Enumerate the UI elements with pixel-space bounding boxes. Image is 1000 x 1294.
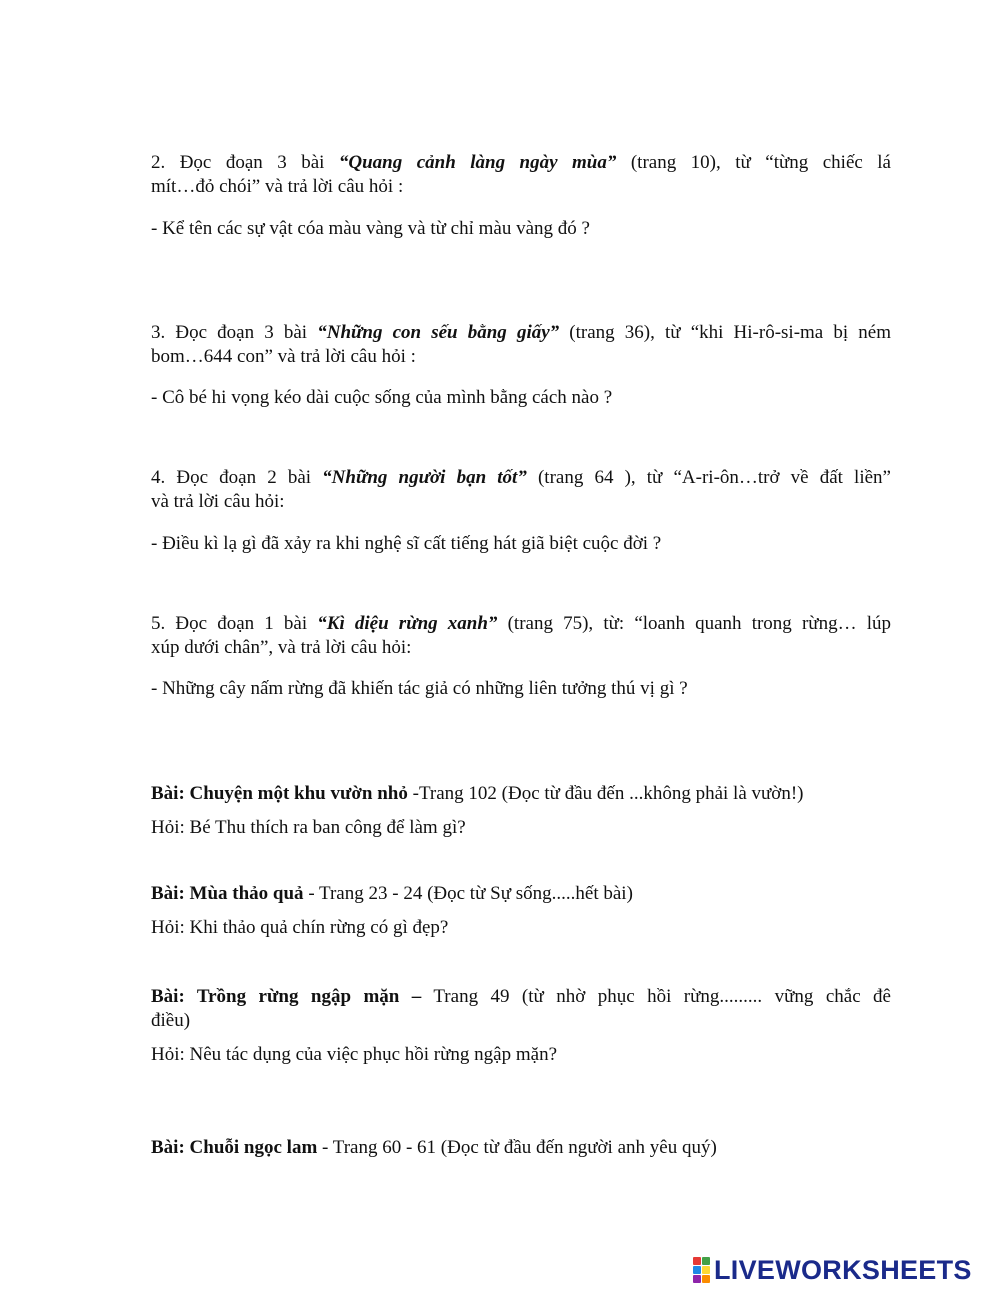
lesson-3-line-1: Bài: Trồng rừng ngập mặn – Trang 49 (từ nhờ phục hồi rừng......... vững chắc đê: [151, 986, 891, 1007]
lesson-2: Bài: Mùa thảo quả - Trang 23 - 24 (Đọc từ Sự sống.....hết bài): [151, 883, 633, 904]
question-4-line-1: 4. Đọc đoạn 2 bài “Những người bạn tốt” (trang 64 ), từ “A-ri-ôn…trở về đất liền”: [151, 467, 891, 488]
lesson-label: Bài: Chuỗi ngọc lam: [151, 1137, 318, 1158]
logo-square: [702, 1266, 710, 1274]
lesson-3-question: Hỏi: Nêu tác dụng của việc phục hồi rừng ngập mặn?: [151, 1044, 558, 1065]
question-3: [151, 321, 891, 369]
logo-text: LIVEWORKSHEETS: [714, 1254, 972, 1285]
question-3-prompt: - Cô bé hi vọng kéo dài cuộc sống của mình bằng cách nào ?: [151, 387, 613, 408]
lesson-label: Bài: Trồng rừng ngập mặn –: [151, 986, 422, 1007]
logo-mark-icon: [693, 1257, 710, 1283]
lesson-label: Bài: Mùa thảo quả: [151, 883, 304, 904]
logo-square: [693, 1266, 701, 1274]
lesson-1: Bài: Chuyện một khu vườn nhỏ -Trang 102 (Đọc từ đầu đến ...không phải là vườn!): [151, 783, 804, 804]
lesson-title: “Quang cảnh làng ngày mùa”: [338, 152, 617, 173]
question-2-line-1: 2. Đọc đoạn 3 bài “Quang cảnh làng ngày mùa” (trang 10), từ “từng chiếc lá: [151, 152, 891, 173]
question-3-line-1: 3. Đọc đoạn 3 bài “Những con sếu bằng giấy” (trang 36), từ “khi Hi-rô-si-ma bị ném: [151, 322, 891, 343]
question-5-line-2: xúp dưới chân”, và trả lời câu hỏi:: [151, 637, 412, 658]
lesson-4: Bài: Chuỗi ngọc lam - Trang 60 - 61 (Đọc từ đầu đến người anh yêu quý): [151, 1137, 717, 1158]
logo-square: [702, 1257, 710, 1265]
question-2-line-2: mít…đỏ chói” và trả lời câu hỏi :: [151, 176, 404, 197]
question-5-line-1: 5. Đọc đoạn 1 bài “Kì diệu rừng xanh” (trang 75), từ: “loanh quanh trong rừng… lúp: [151, 613, 891, 634]
question-4-line-2: và trả lời câu hỏi:: [151, 491, 285, 512]
lesson-1-question: Hỏi: Bé Thu thích ra ban công để làm gì?: [151, 817, 466, 838]
question-3-line-2: bom…644 con” và trả lời câu hỏi :: [151, 346, 416, 367]
lesson-title: “Những người bạn tốt”: [322, 467, 527, 488]
question-5-prompt: - Những cây nấm rừng đã khiến tác giả có những liên tưởng thú vị gì ?: [151, 678, 688, 699]
question-2-prompt: - Kể tên các sự vật cóa màu vàng và từ chỉ màu vàng đó ?: [151, 218, 590, 239]
lesson-2-question: Hỏi: Khi thảo quả chín rừng có gì đẹp?: [151, 917, 449, 938]
logo-square: [693, 1275, 701, 1283]
question-5: [151, 612, 891, 660]
lesson-title: “Kì diệu rừng xanh”: [317, 613, 498, 634]
lesson-3: [151, 985, 891, 1033]
lesson-3-line-2: điều): [151, 1010, 191, 1031]
question-4: [151, 466, 891, 514]
lesson-title: “Những con sếu bằng giấy”: [317, 322, 560, 343]
question-4-prompt: - Điều kì lạ gì đã xảy ra khi nghệ sĩ cất tiếng hát giã biệt cuộc đời ?: [151, 533, 662, 554]
logo-square: [693, 1257, 701, 1265]
lesson-label: Bài: Chuyện một khu vườn nhỏ: [151, 783, 408, 804]
liveworksheets-logo: [693, 1255, 972, 1285]
logo-square: [702, 1275, 710, 1283]
question-2: [151, 151, 891, 199]
